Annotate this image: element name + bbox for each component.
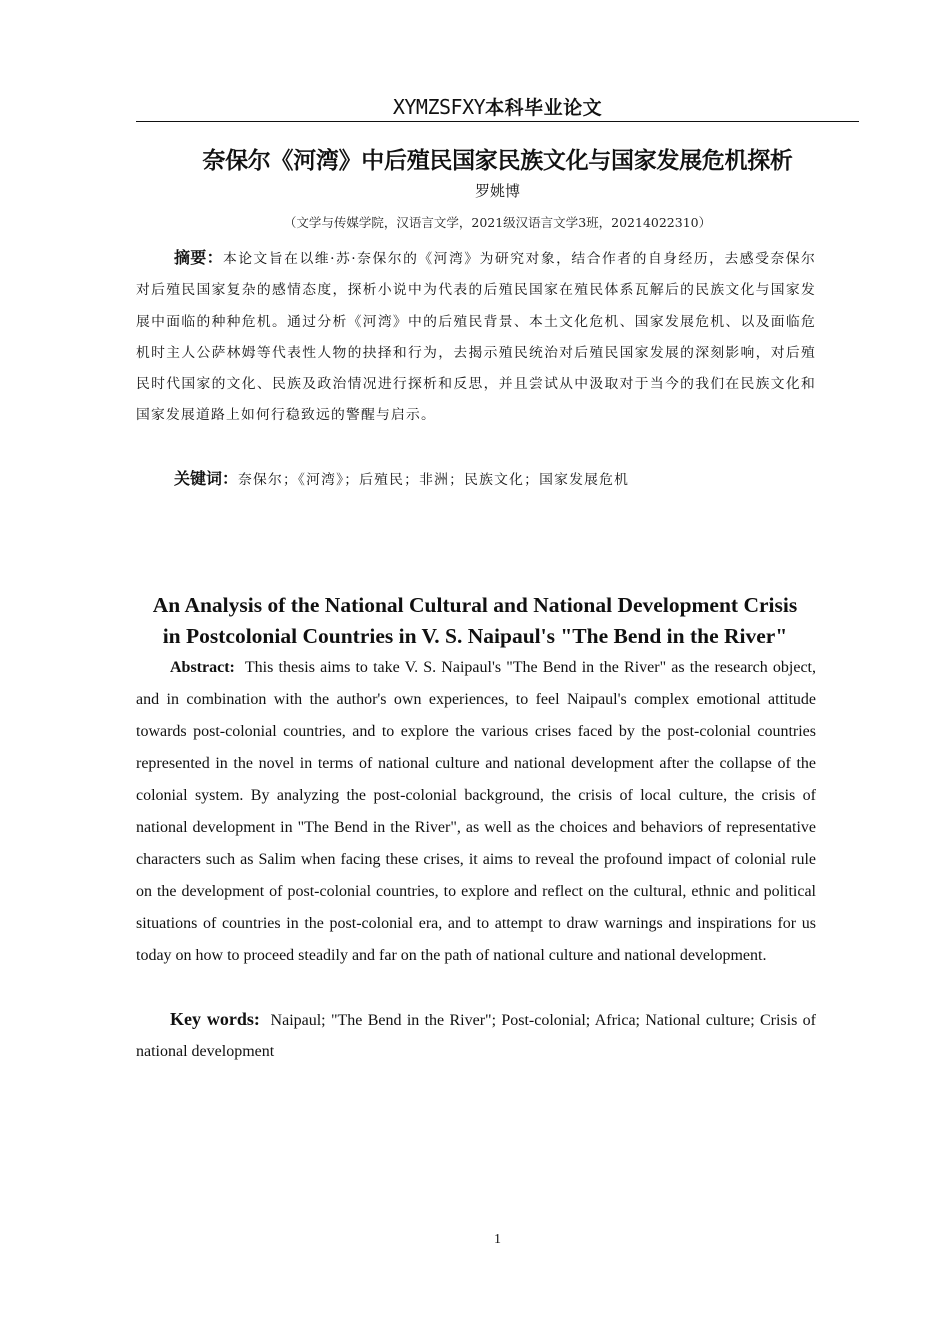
english-keywords-label: Key words: bbox=[170, 1009, 260, 1029]
chinese-title: 奈保尔《河湾》中后殖民国家民族文化与国家发展危机探析 bbox=[202, 148, 793, 174]
english-keywords-text: Naipaul; "The Bend in the River"; Post-colonial; Africa; National culture; Crisis of national development bbox=[136, 1012, 817, 1060]
header-label: 本科毕业论文 bbox=[485, 97, 603, 119]
english-abstract-label: Abstract: bbox=[170, 659, 235, 676]
page-number: 1 bbox=[494, 1232, 501, 1247]
chinese-abstract bbox=[136, 242, 816, 432]
english-title bbox=[136, 590, 814, 652]
header-code: XYMZSFXY bbox=[392, 95, 486, 119]
header-rule bbox=[136, 121, 859, 122]
chinese-affiliation: （文学与传媒学院，汉语言文学，2021级汉语言文学3班，20214022310） bbox=[283, 215, 712, 230]
english-title-line-1: An Analysis of the National Cultural and National Development Crisis bbox=[152, 593, 798, 617]
english-title-line-2: in Postcolonial Countries in V. S. Naipaul's "The Bend in the River" bbox=[162, 624, 788, 648]
chinese-keywords-label: 关键词： bbox=[174, 469, 239, 488]
running-header bbox=[136, 92, 859, 122]
english-keywords bbox=[136, 1004, 816, 1067]
chinese-keywords-text: 奈保尔；《河湾》；后殖民；非洲；民族文化；国家发展危机 bbox=[238, 472, 630, 488]
chinese-abstract-label: 摘要： bbox=[174, 248, 223, 267]
chinese-abstract-text: 本论文旨在以维·苏·奈保尔的《河湾》为研究对象，结合作者的自身经历，去感受奈保尔对后殖民国家复杂的感情态度，探析小说中为代表的后殖民国家在殖民体系瓦解后的民族文化与国家发展中面临的种种危机。通过分析《河湾》中的后殖民背景、本土文化危机、国家发展危机、以及面临危机时主人公萨林姆等代表性人物的抉择和行为，去揭示殖民统治对后殖民国家发展的深刻影响，对后殖民时代国家的文化、民族及政治情况进行探析和反思，并且尝试从中汲取对于当今的我们在民族文化和国家发展道路上如何行稳致远的警醒与启示。 bbox=[136, 251, 816, 424]
chinese-keywords bbox=[136, 465, 816, 494]
english-abstract-text: This thesis aims to take V. S. Naipaul's "The Bend in the River" as the research object, and in combination with the author's own experiences, to feel Naipaul's complex emotional attitude towards post-colonial countries, and to explore the various crises faced by the post-colonial countries represented in the novel in terms of national culture and national development after the collapse of the colonial system. By analyzing the post-colonial background, the crisis of local culture, the crisis of national development in "The Bend in the River", as well as the choices and behaviors of representative characters such as Salim when facing these crises, it aims to reveal the profound impact of colonial rule on the development of post-colonial countries, to explore and reflect on the cultural, ethnic and political situations of countries in the post-colonial era, and to attempt to draw warnings and inspirations for us today on how to proceed steadily and far on the path of national culture and national development. bbox=[136, 659, 816, 964]
chinese-author: 罗姚博 bbox=[474, 182, 520, 200]
english-abstract bbox=[136, 652, 816, 972]
